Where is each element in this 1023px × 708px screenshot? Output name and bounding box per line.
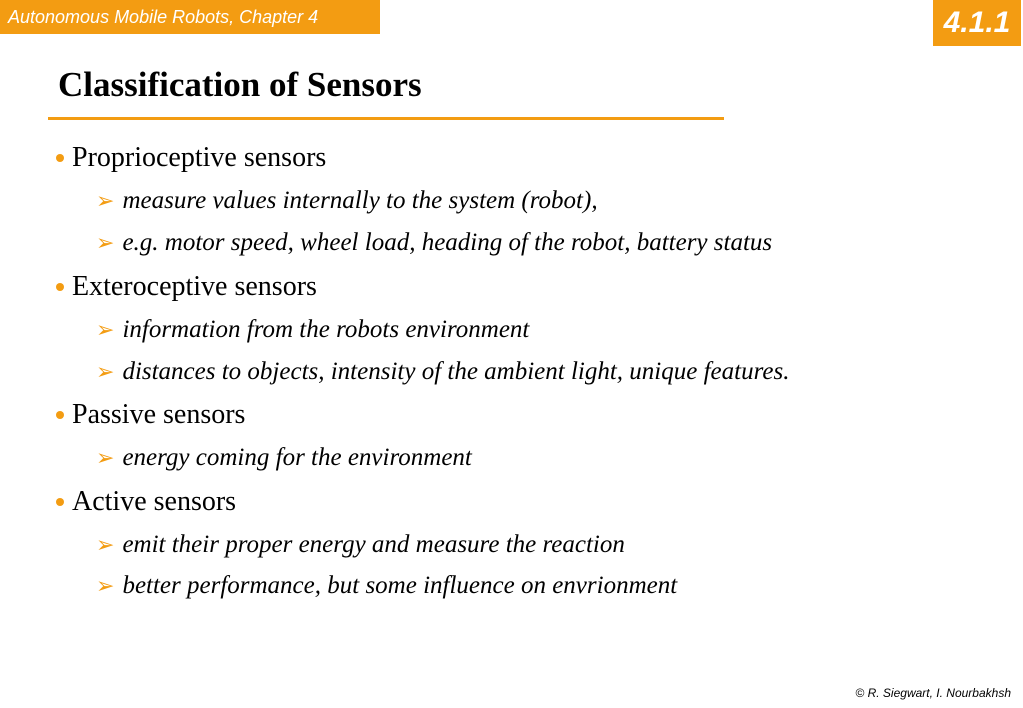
bullet-dot-icon (56, 154, 64, 162)
sub-bullet-text: distances to objects, intensity of the ambient light, unique features. (122, 358, 790, 385)
chapter-label: Autonomous Mobile Robots, Chapter 4 (0, 0, 380, 34)
bullet-dot-icon (56, 411, 64, 419)
sub-bullet-item (96, 315, 529, 346)
slide-title: Classification of Sensors (58, 65, 422, 104)
bullet-label: Active sensors (72, 486, 237, 517)
bullet-dot-icon (56, 283, 64, 291)
bullet-item (56, 398, 245, 432)
arrow-bullet-icon: ➢ (96, 446, 115, 471)
sub-bullet-text: energy coming for the environment (122, 444, 472, 471)
sub-bullet-item (96, 530, 625, 561)
sub-bullet-text: better performance, but some influence on envrionment (122, 572, 678, 599)
sub-bullet-item (96, 357, 789, 388)
bullet-dot-icon (56, 498, 64, 506)
arrow-bullet-icon: ➢ (96, 231, 115, 256)
arrow-bullet-icon: ➢ (96, 360, 115, 385)
sub-bullet-item (96, 186, 598, 217)
bullet-item (56, 485, 236, 519)
sub-bullet-text: measure values internally to the system (robot), (122, 187, 598, 214)
bullet-item (56, 270, 317, 304)
bullet-label: Proprioceptive sensors (72, 142, 327, 173)
section-number: 4.1.1 (933, 0, 1021, 46)
sub-bullet-text: emit their proper energy and measure the reaction (122, 531, 625, 558)
sub-bullet-item (96, 571, 677, 602)
arrow-bullet-icon: ➢ (96, 533, 115, 558)
sub-bullet-text: e.g. motor speed, wheel load, heading of the robot, battery status (122, 229, 773, 256)
sub-bullet-text: information from the robots environment (122, 316, 530, 343)
sub-bullet-item (96, 228, 772, 259)
arrow-bullet-icon: ➢ (96, 318, 115, 343)
arrow-bullet-icon: ➢ (96, 574, 115, 599)
bullet-label: Exteroceptive sensors (72, 271, 317, 302)
arrow-bullet-icon: ➢ (96, 189, 115, 214)
bullet-item (56, 141, 326, 175)
copyright-footer: © R. Siegwart, I. Nourbakhsh (855, 686, 1011, 700)
bullet-label: Passive sensors (72, 399, 246, 430)
sub-bullet-item (96, 443, 472, 474)
